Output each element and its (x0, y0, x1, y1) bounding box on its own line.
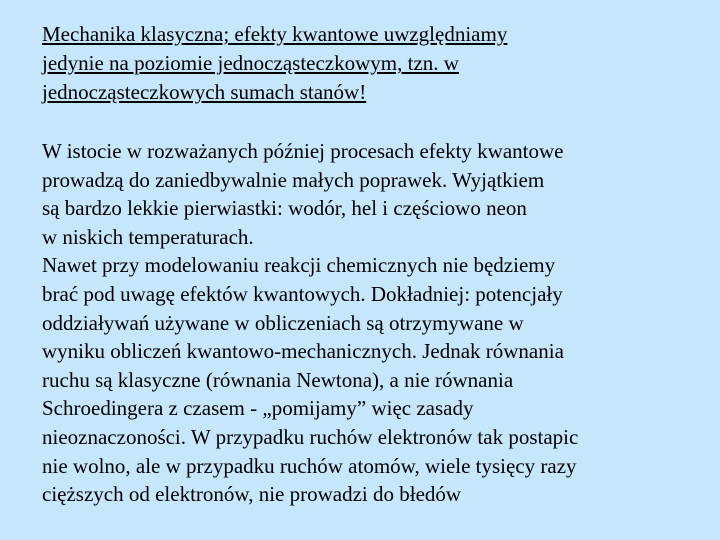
slide-heading (42, 20, 702, 107)
body-line-9: ruchu są klasyczne (równania Newtona), a nie równania (42, 367, 514, 392)
slide-body (42, 137, 712, 509)
body-line-6: brać pod uwagę efektów kwantowych. Dokładniej: potencjały (42, 281, 563, 306)
body-line-2: prowadzą do zaniedbywalnie małych poprawek. Wyjątkiem (42, 167, 545, 192)
body-line-5: Nawet przy modelowaniu reakcji chemicznych nie będziemy (42, 253, 556, 278)
heading-line-1: Mechanika klasyczna; efekty kwantowe uwzględniamy (42, 22, 508, 46)
body-line-4: w niskich temperaturach. (42, 224, 254, 249)
body-line-12: nie wolno, ale w przypadku ruchów atomów, wiele tysięcy razy (42, 453, 577, 478)
body-line-3: są bardzo lekkie pierwiastki: wodór, hel i częściowo neon (42, 196, 527, 221)
body-line-1: W istocie w rozważanych później procesach efekty kwantowe (42, 139, 564, 163)
body-line-13: cięższych od elektronów, nie prowadzi do błedów (42, 482, 462, 507)
heading-line-3: jednocząsteczkowych sumach stanów! (42, 80, 367, 104)
heading-line-2: jedynie na poziomie jednocząsteczkowym, tzn. w (42, 51, 459, 75)
body-line-11: nieoznaczoności. W przypadku ruchów elektronów tak postapic (42, 424, 579, 449)
body-line-7: oddziaływań używane w obliczeniach są otrzymywane w (42, 310, 524, 335)
body-line-8: wyniku obliczeń kwantowo-mechanicznych. Jednak równania (42, 339, 564, 364)
body-line-10: Schroedingera z czasem - „pomijamy” więc zasady (42, 396, 474, 421)
